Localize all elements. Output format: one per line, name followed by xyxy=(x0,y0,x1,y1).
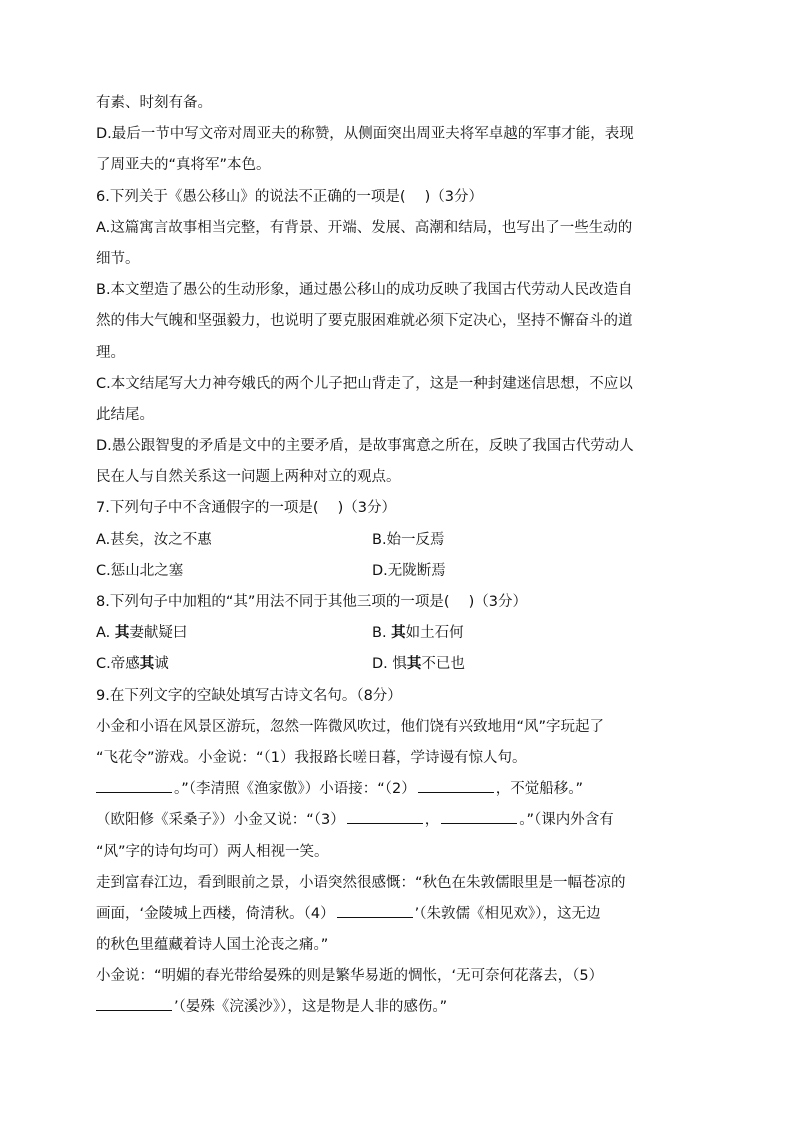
para2-line1: 走到富春江边，看到眼前之景，小语突然很感慨：“秋色在朱敦儒眼里是一幅苍凉的 xyxy=(96,874,626,891)
q8-options-row1 xyxy=(96,618,698,649)
q6-option-b-line1: B.本文塑造了愚公的生动形象，通过愚公移山的成功反映了我国古代劳动人民改造自 xyxy=(96,282,633,299)
q8-option-d xyxy=(372,649,648,680)
question-9: 9.在下列文字的空缺处填写古诗文名句。（8分） xyxy=(96,687,402,704)
para2-line2 xyxy=(96,899,698,930)
para1-line3 xyxy=(96,774,698,805)
para3-line1: 小金说：“明媚的春光带给晏殊的则是繁华易逝的惆怅，‘无可奈何花落去，（5） xyxy=(96,968,604,985)
para1-line4 xyxy=(96,805,698,836)
q8b-bold-qi: 其 xyxy=(391,625,406,642)
para1-line1: 小金和小语在风景区游玩，忽然一阵微风吹过，他们饶有兴致地用“风”字玩起了 xyxy=(96,718,605,735)
text-line: 有素、时刻有备。 xyxy=(96,95,212,111)
text-span: 画面，‘金陵城上西楼，倚清秋。（4） xyxy=(96,905,335,922)
text-span: （欧阳修《采桑子》）小金又说：“（3） xyxy=(96,812,345,829)
text-span: ， xyxy=(424,812,440,829)
q8a-bold-qi: 其 xyxy=(114,625,130,642)
q8-option-a xyxy=(96,618,372,649)
q8c-prefix: C.帝感 xyxy=(96,656,140,673)
q7-option-a: A.甚矣，汝之不惠 xyxy=(96,531,212,548)
q7-option-d: D.无陇断焉 xyxy=(372,562,446,579)
q5-option-d-line1: D.最后一节中写文帝对周亚夫的称赞，从侧面突出周亚夫将军卓越的军事才能，表现 xyxy=(96,126,634,143)
q8a-prefix: A. xyxy=(96,625,115,642)
q8b-prefix: B. xyxy=(372,625,392,642)
q8b-suffix: 如土石何 xyxy=(405,625,464,642)
text-span: ，不觉船移。” xyxy=(495,781,584,798)
para1-line5: “风”字的诗句均可）两人相视一笑。 xyxy=(96,843,329,860)
q6-option-c-line1: C.本文结尾写大力神夸娥氏的两个儿子把山背走了，这是一种封建迷信思想，不应以 xyxy=(96,375,633,392)
q7-options-row1 xyxy=(96,525,698,556)
q7-options-row2 xyxy=(96,556,698,587)
q8d-bold-qi: 其 xyxy=(406,656,422,673)
text-span: 。”（李清照《渔家傲》）小语接：“（2） xyxy=(174,781,416,798)
q8c-bold-qi: 其 xyxy=(139,656,155,673)
answer-blank-3b[interactable] xyxy=(441,822,517,824)
para1-line2: “飞花令”游戏。小金说：“（1）我报路长嗟日暮，学诗谩有惊人句。 xyxy=(96,749,527,766)
q8a-suffix: 妻献疑曰 xyxy=(129,625,188,642)
answer-blank-2[interactable] xyxy=(418,791,494,793)
q8-option-b xyxy=(372,618,648,649)
q5-option-d-line2: 了周亚夫的“真将军”本色。 xyxy=(96,157,271,174)
q6-option-b-line2: 然的伟大气魄和坚强毅力，也说明了要克服困难就必须下定决心，坚持不懈奋斗的道 xyxy=(96,313,633,330)
q8d-prefix: D. 惧 xyxy=(372,656,407,673)
q7-option-c: C.惩山北之塞 xyxy=(96,562,184,579)
document-page xyxy=(96,88,698,1024)
answer-blank-3a[interactable] xyxy=(347,822,423,824)
question-6: 6.下列关于《愚公移山》的说法不正确的一项是( )（3分） xyxy=(96,188,483,205)
text-span: 。”（课内外含有 xyxy=(519,812,614,829)
para3-line2 xyxy=(96,992,698,1023)
answer-blank-4[interactable] xyxy=(337,916,413,918)
q8-option-c xyxy=(96,649,372,680)
answer-blank-5[interactable] xyxy=(96,1009,172,1011)
q8d-suffix: 不已也 xyxy=(421,656,465,673)
para2-line3: 的秋色里蕴藏着诗人国土沦丧之痛。” xyxy=(96,937,329,954)
q8-options-row2 xyxy=(96,649,698,680)
q6-option-c-line2: 此结尾。 xyxy=(96,406,154,423)
q6-option-a-line1: A.这篇寓言故事相当完整，有背景、开端、发展、高潮和结局，也写出了一些生动的 xyxy=(96,219,633,236)
q6-option-a-line2: 细节。 xyxy=(96,250,140,267)
q7-option-b: B.始一反焉 xyxy=(372,531,445,548)
answer-blank-1[interactable] xyxy=(96,791,172,793)
question-8: 8.下列句子中加粗的“其”用法不同于其他三项的一项是( )（3分） xyxy=(96,594,528,610)
q6-option-b-line3: 理。 xyxy=(96,344,125,361)
q6-option-d-line2: 民在人与自然关系这一问题上两种对立的观点。 xyxy=(96,469,401,486)
question-7: 7.下列句子中不含通假字的一项是( )（3分） xyxy=(96,500,396,517)
q8c-suffix: 诚 xyxy=(154,656,169,673)
text-span: ’（晏殊《浣溪沙》），这是物是人非的感伤。” xyxy=(174,999,448,1016)
text-span: ’（朱敦儒《相见欢》），这无边 xyxy=(414,905,601,922)
q6-option-d-line1: D.愚公跟智叟的矛盾是文中的主要矛盾，是故事寓意之所在，反映了我国古代劳动人 xyxy=(96,438,634,455)
